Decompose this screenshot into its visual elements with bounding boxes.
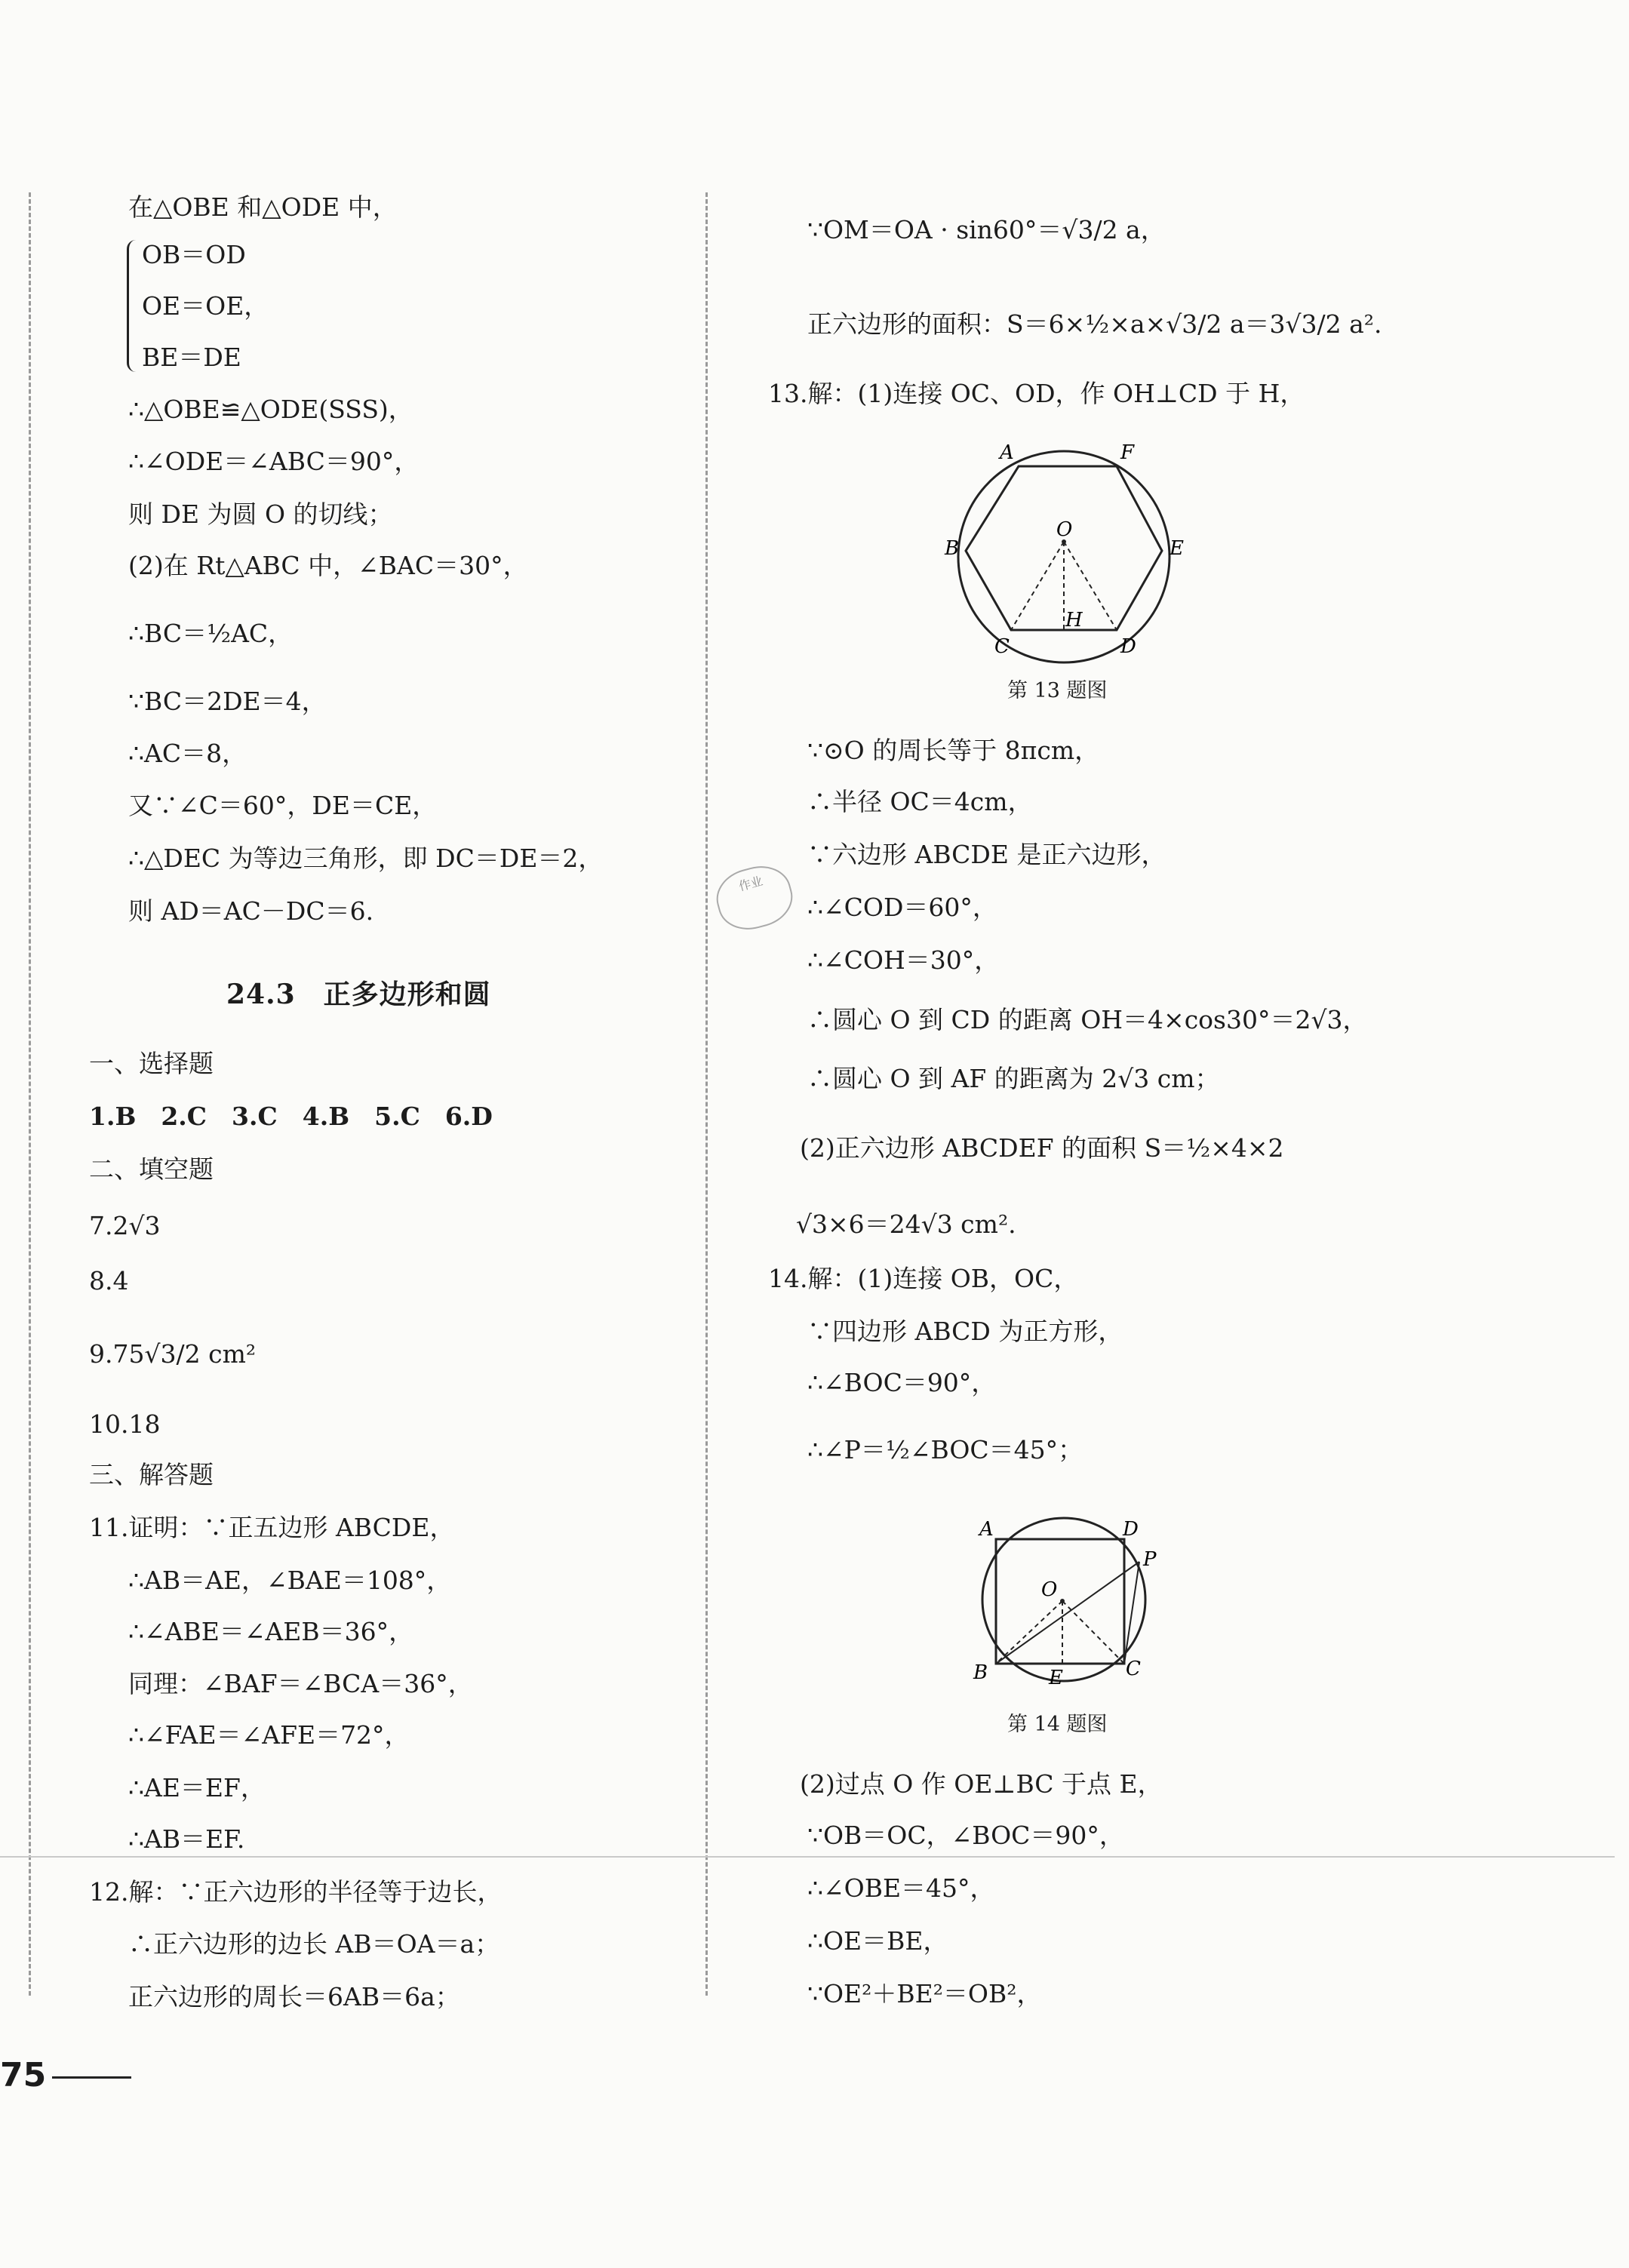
- left2-line-3: 二、填空题: [89, 1154, 214, 1184]
- left-line-4: BE＝DE: [142, 343, 241, 372]
- left2-line-12: 同理：∠BAF＝∠BCA＝36°，: [128, 1669, 473, 1698]
- figure-13-caption: 第 13 题图: [1007, 679, 1108, 702]
- left2-line-16: 12.解：∵正六边形的半径等于边长，: [89, 1877, 503, 1907]
- page-number-rule: [52, 2076, 131, 2079]
- figure-14-caption: 第 14 题图: [1007, 1713, 1108, 1736]
- right-line-10: ∴圆心 O 到 AF 的距离为 2√3 cm；: [807, 1064, 1220, 1093]
- fig14-label-p: P: [1143, 1548, 1157, 1571]
- left2-line-17: ∴正六边形的边长 AB＝OA＝a；: [128, 1929, 500, 1959]
- fig14-label-d: D: [1123, 1518, 1139, 1541]
- fig14-label-b: B: [973, 1661, 988, 1684]
- right-line-19: ∴∠OBE＝45°，: [807, 1873, 995, 1903]
- right-line-17: (2)过点 O 作 OE⊥BC 于点 E，: [800, 1769, 1163, 1799]
- fig14-label-a: A: [979, 1518, 994, 1541]
- homework-stamp: 作业: [710, 859, 798, 936]
- left2-line-5: 8.4: [89, 1266, 129, 1295]
- left2-line-9: 11.证明：∵正五边形 ABCDE，: [89, 1513, 455, 1542]
- right-line-15: ∴∠BOC＝90°，: [807, 1368, 997, 1397]
- right-line-5: ∴半径 OC＝4cm，: [807, 787, 1033, 816]
- fig13-label-e: E: [1169, 537, 1184, 560]
- left-line-1: 在△OBE 和△ODE 中，: [128, 192, 398, 222]
- section-title: 24.3 正多边形和圆: [226, 979, 491, 1010]
- left-line-9: ∴BC＝½AC，: [128, 619, 294, 648]
- left2-line-18: 正六边形的周长＝6AB＝6a；: [128, 1982, 460, 2011]
- left-line-11: ∴AC＝8，: [128, 739, 247, 768]
- left2-line-2: 1.B 2.C 3.C 4.B 5.C 6.D: [89, 1102, 493, 1131]
- left-line-3: OE＝OE，: [142, 291, 269, 321]
- left2-line-1: 一、选择题: [89, 1049, 214, 1078]
- left-line-5: ∴△OBE≌△ODE(SSS)，: [128, 395, 413, 424]
- right-line-16: ∴∠P＝½∠BOC＝45°；: [807, 1435, 1083, 1464]
- right-line-3: 13.解：(1)连接 OC、OD，作 OH⊥CD 于 H，: [768, 379, 1305, 408]
- right-line-12: √3×6＝24√3 cm².: [796, 1209, 1016, 1239]
- fig14-label-e: E: [1049, 1667, 1063, 1689]
- column-divider: [705, 192, 708, 1996]
- right-line-13: 14.解：(1)连接 OB，OC，: [768, 1264, 1079, 1293]
- left-line-10: ∵BC＝2DE＝4，: [128, 687, 327, 716]
- right-line-6: ∵六边形 ABCDE 是正六边形，: [807, 840, 1166, 869]
- right-line-11: (2)正六边形 ABCDEF 的面积 S＝½×4×2: [800, 1133, 1284, 1163]
- fig13-label-f: F: [1120, 441, 1135, 464]
- left2-line-6: 9.75√3/2 cm²: [89, 1339, 257, 1369]
- left2-line-4: 7.2√3: [89, 1211, 161, 1240]
- right-line-4: ∵⊙O 的周长等于 8πcm，: [807, 736, 1100, 765]
- page-number: [0, 2056, 131, 2094]
- fig14-label-c: C: [1126, 1658, 1141, 1680]
- left-line-13: ∴△DEC 为等边三角形，即 DC＝DE＝2，: [128, 844, 604, 873]
- fig13-label-c: C: [994, 635, 1010, 658]
- left2-line-8: 三、解答题: [89, 1460, 214, 1489]
- right-line-14: ∵四边形 ABCD 为正方形，: [807, 1317, 1123, 1346]
- right-line-2: 正六边形的面积：S＝6×½×a×√3/2 a＝3√3/2 a².: [807, 309, 1382, 339]
- right-line-8: ∴∠COH＝30°，: [807, 945, 1000, 975]
- fig13-label-b: B: [945, 537, 960, 560]
- right-line-7: ∴∠COD＝60°，: [807, 893, 997, 922]
- right-line-18: ∵OB＝OC，∠BOC＝90°，: [807, 1821, 1124, 1850]
- left2-line-14: ∴AE＝EF，: [128, 1773, 266, 1802]
- fig13-label-d: D: [1120, 635, 1136, 658]
- right-line-9: ∴圆心 O 到 CD 的距离 OH＝4×cos30°＝2√3，: [807, 1005, 1368, 1034]
- right-line-1: ∵OM＝OA · sin60°＝√3/2 a，: [807, 215, 1166, 244]
- left2-line-11: ∴∠ABE＝∠AEB＝36°，: [128, 1617, 414, 1646]
- left2-line-15: ∴AB＝EF.: [128, 1824, 245, 1854]
- left2-line-10: ∴AB＝AE，∠BAE＝108°，: [128, 1566, 452, 1595]
- left-margin-rule: [29, 192, 31, 1996]
- left-line-8: (2)在 Rt△ABC 中，∠BAC＝30°，: [128, 551, 528, 580]
- system-brace: [127, 240, 140, 372]
- figure-14-square-diagram: [958, 1509, 1185, 1698]
- left-line-2: OB＝OD: [142, 240, 246, 269]
- right-line-21: ∵OE²＋BE²＝OB²，: [807, 1979, 1042, 2008]
- left-line-14: 则 AD＝AC－DC＝6.: [128, 896, 374, 926]
- fig14-label-o: O: [1041, 1578, 1058, 1601]
- fig13-label-o: O: [1056, 518, 1073, 541]
- left2-line-13: ∴∠FAE＝∠AFE＝72°，: [128, 1720, 410, 1750]
- horizontal-rule: [0, 1856, 1615, 1858]
- fig13-label-h: H: [1065, 609, 1083, 632]
- figure-13-hexagon-diagram: [936, 430, 1222, 664]
- fig13-label-a: A: [1000, 441, 1014, 464]
- left-line-6: ∴∠ODE＝∠ABC＝90°，: [128, 447, 420, 476]
- left2-line-7: 10.18: [89, 1409, 161, 1439]
- page-number-value: 75: [0, 2056, 47, 2094]
- left-line-7: 则 DE 为圆 O 的切线；: [128, 499, 393, 529]
- right-line-20: ∴OE＝BE，: [807, 1926, 948, 1956]
- left-line-12: 又∵∠C＝60°，DE＝CE，: [128, 791, 438, 820]
